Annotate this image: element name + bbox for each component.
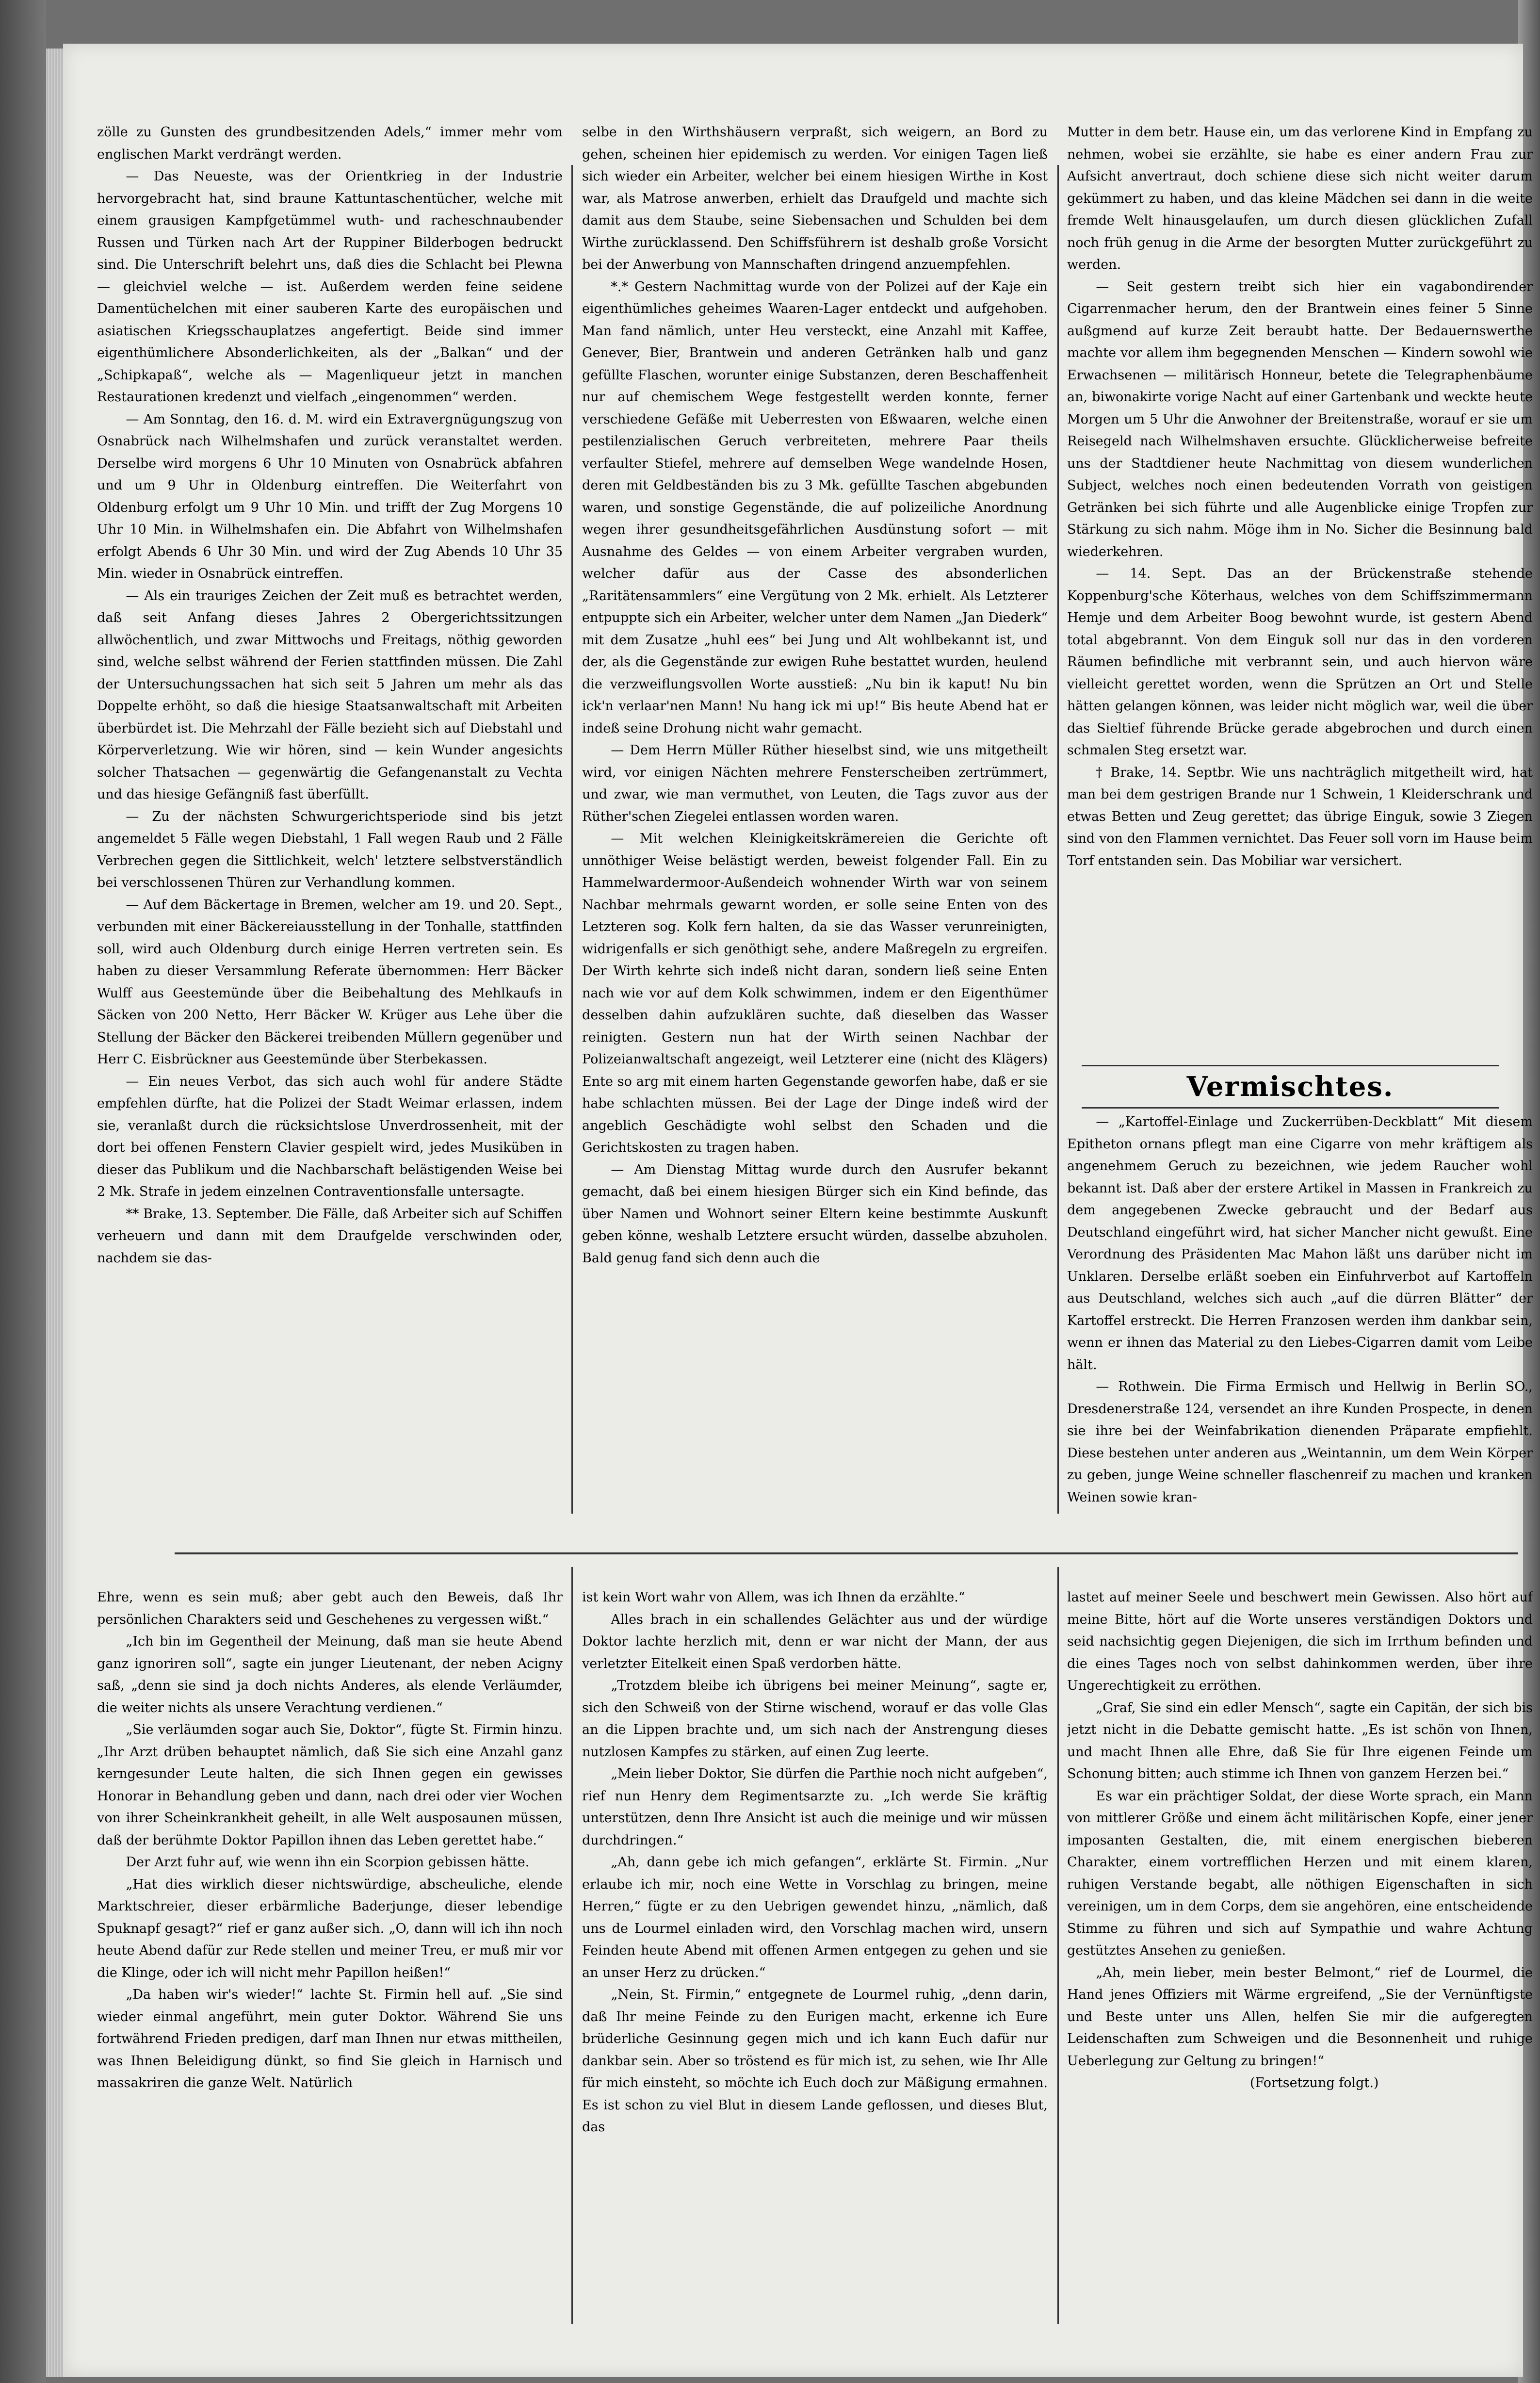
article-paragraph: — Als ein trauriges Zeichen der Zeit muß es betrachtet werden, daß seit Anfang dieses Jahres 2 Obergerichtssitzungen allwöchentlich, und zwar Mittwochs und Freitags, nöthig geworden sind, welche selbst während der Ferien stattfinden müssen. Die Zahl der Untersuchungssachen hat sich seit 5 Jahren um mehr als das Doppelte erhöht, so daß die hiesige Staatsanwaltschaft mit Arbeiten überbürdet ist. Die Mehrzahl der Fälle bezieht sich auf Diebstahl und Körperverletzung. Wie wir hören, sind — kein Wunder angesichts solcher Thatsachen — gegenwärtig die Gefangenanstalt zu Vechta und das hiesige Gefängniß fast überfüllt. xyxy=(97,588,563,802)
column-rule xyxy=(571,165,573,1514)
column-rule xyxy=(1057,1567,1059,2324)
article-paragraph: zölle zu Gunsten des grundbesitzenden Adels,“ immer mehr vom englischen Markt verdrängt werden. xyxy=(97,125,563,162)
article-paragraph: — Auf dem Bäckertage in Bremen, welcher am 19. und 20. Sept., verbunden mit einer Bäckereiausstellung in der Tonhalle, stattfinden soll, wird auch Oldenburg durch einige Herren vertreten sein. Es haben zu dieser Versammlung Referate übernommen: Herr Bäcker Wulff aus Geestemünde über die Beibehaltung des Mehlkaufs in Säcken von 200 Netto, Herr Bäcker W. Krüger aus Lehe über die Stellung der Bäcker den Bäckerei treibenden Müllern gegenüber und Herr C. Eisbrückner aus Geestemünde über Sterbekassen. xyxy=(97,897,563,1067)
article-paragraph: — Das Neueste, was der Orientkrieg in der Industrie hervorgebracht hat, sind braune Kattuntaschentücher, welche mit einem grausigen Kampfgetümmel wuth- und racheschnaubender Russen und Türken nach Art der Ruppiner Bilderbogen bedruckt sind. Die Unterschrift belehrt uns, daß dies die Schlacht bei Plewna — gleichviel welche — ist. Außerdem werden feine seidene Damentüchelchen mit einer sauberen Karte des europäischen und asiatischen Kriegsschauplatzes angefertigt. Beide sind immer eigenthümlichere Absonderlichkeiten, als der „Balkan“ und der „Schipkapaß“, welche als — Magenliqueur jetzt in manchen Restaurationen kredenzt und vielfach „eingenommen“ werden. xyxy=(97,169,563,405)
article-paragraph: *.* Gestern Nachmittag wurde von der Polizei auf der Kaje ein eigenthümliches geheimes Waaren-Lager entdeckt und aufgehoben. Man fand nämlich, unter Heu versteckt, eine Anzahl mit Kaffee, Genever, Bier, Brantwein und anderen Getränken halb und ganz gefüllte Flaschen, worunter einige Substanzen, deren Beschaffenheit nur auf chemischem Wege festgestellt werden konnte, ferner verschiedene Gefäße mit Ueberresten von Eßwaaren, welche einen pestilenzialischen Geruch verbreiteten, mehrere Paar theils verfaulter Stiefel, mehrere auf demselben Wege wandelnde Hosen, deren mit Geldbeständen bis zu 3 Mk. gefüllte Taschen abgebunden waren, und sonstige Gegenstände, die auf polizeiliche Anordnung wegen ihrer gesundheitsgefährlichen Ausdünstung sofort — mit Ausnahme des Geldes — von einem Arbeiter vergraben wurden, welcher dafür aus der Casse des absonderlichen „Raritätensammlers“ eine Vergütung von 2 Mk. erhielt. Als Letzterer entpuppte sich ein Arbeiter, welcher unter dem Namen „Jan Diederk“ mit dem Zusatze „huhl ees“ bei Jung und Alt wohlbekannt ist, und der, als die Gegenstände zur ewigen Ruhe bestattet wurden, heulend die verzweiflungsvollen Worte ausstieß: „Nu bin ik kaput! Nu bin ick'n verlaar'nen Mann! Nu hang ick mi up!“ Bis heute Abend hat er indeß seine Drohung nicht wahr gemacht. xyxy=(582,279,1048,736)
story-paragraph: „Mein lieber Doktor, Sie dürfen die Parthie noch nicht aufgeben“, rief nun Henry dem Regimentsarzte zu. „Ich werde Sie kräftig unterstützen, denn Ihre Ansicht ist auch die meinige und wir müssen durchdringen.“ xyxy=(582,1766,1048,1848)
story-paragraph: Der Arzt fuhr auf, wie wenn ihn ein Scorpion gebissen hätte. xyxy=(126,1855,530,1870)
article-paragraph: — Zu der nächsten Schwurgerichtsperiode sind bis jetzt angemeldet 5 Fälle wegen Diebstahl, 1 Fall wegen Raub und 2 Fälle Verbrechen gegen die Sittlichkeit, welch' letztere selbstverständlich bei verschlossenen Thüren zur Verhandlung kommen. xyxy=(97,809,563,890)
story-paragraph: lastet auf meiner Seele und beschwert mein Gewissen. Also hört auf meine Bitte, hört auf die Worte unseres verständigen Doktors und seid nachsichtig gegen Diejenigen, die sich im Irrthum befinden und die eines Tages noch von selbst dahinkommen werden, über ihre Ungerechtigkeit zu erröthen. xyxy=(1067,1590,1533,1693)
vermischtes-column xyxy=(1067,1111,1533,1514)
story-paragraph: Ehre, wenn es sein muß; aber gebt auch den Beweis, daß Ihr persönlichen Charakters seid und Geschehenes zu vergessen wißt.“ xyxy=(97,1590,563,1627)
story-paragraph: „Sie verläumden sogar auch Sie, Doktor“, fügte St. Firmin hinzu. „Ihr Arzt drüben behauptet nämlich, daß Sie sich eine Anzahl ganz kerngesunder Leute halten, die sich Ihnen gegen ein gewisses Honorar in Behandlung geben und dann, nach drei oder vier Wochen von ihrer Scheinkrankheit geheilt, in alle Welt ausposaunen müssen, daß der berühmte Doktor Papillon ihnen das Leben gerettet habe.“ xyxy=(97,1722,563,1848)
story-paragraph: „Da haben wir's wieder!“ lachte St. Firmin hell auf. „Sie sind wieder einmal angeführt, mein guter Doktor. Während Sie uns fortwährend Frieden predigen, darf man Ihnen nur etwas mittheilen, was Ihnen Beleidigung dünkt, so find Sie gleich in Harnisch und massakriren die ganze Welt. Natürlich xyxy=(97,1987,563,2090)
article-paragraph: selbe in den Wirthshäusern verpraßt, sich weigern, an Bord zu gehen, scheinen hier epidemisch zu werden. Vor einigen Tagen ließ sich wieder ein Arbeiter, welcher bei einem hiesigen Wirthe in Kost war, als Matrose anwerben, erhielt das Draufgeld und machte sich damit aus dem Staube, seine Siebensachen und Schulden bei dem Wirthe zurücklassend. Den Schiffsführern ist deshalb große Vorsicht bei der Anwerbung von Mannschaften dringend anzuempfehlen. xyxy=(582,125,1048,272)
feuilleton-column-3 xyxy=(1067,1586,1533,2334)
article-paragraph: — „Kartoffel-Einlage und Zuckerrüben-Deckblatt“ Mit diesem Epitheton ornans pflegt man eine Cigarre von mehr kräftigem als angenehmem Geruch zu bezeichnen, wie jedem Raucher wohl bekannt ist. Daß aber der erstere Artikel in Massen in Frankreich zu dem angegebenen Zwecke gebraucht und der Bedarf aus Deutschland eingeführt wird, hat sicher Mancher nicht gewußt. Eine Verordnung des Präsidenten Mac Mahon läßt uns darüber nicht im Unklaren. Derselbe erläßt soeben ein Einfuhrverbot auf Kartoffeln aus Deutschland, welches sich auch „auf die dürren Blätter“ der Kartoffel erstreckt. Die Herren Franzosen werden ihm dankbar sein, wenn er ihnen das Material zu den Liebes-Cigarren damit vom Leibe hält. xyxy=(1067,1114,1533,1372)
story-paragraph: „Graf, Sie sind ein edler Mensch“, sagte ein Capitän, der sich bis jetzt nicht in die Debatte gemischt hatte. „Es ist schön von Ihnen, und macht Ihnen alle Ehre, daß Sie für Ihre eigenen Feinde um Schonung bitten; auch stimme ich Ihnen von ganzem Herzen bei.“ xyxy=(1067,1700,1533,1781)
story-paragraph: „Ich bin im Gegentheil der Meinung, daß man sie heute Abend ganz ignoriren soll“, sagte ein junger Lieutenant, der neben Acigny saß, „denn sie sind ja doch nichts Anderes, als elende Verläumder, die weiter nichts als unsere Verachtung verdienen.“ xyxy=(97,1634,563,1715)
article-paragraph: — 14. Sept. Das an der Brückenstraße stehende Koppenburg'sche Köterhaus, welches von dem Schiffszimmermann Hemje und dem Arbeiter Boog bewohnt wurde, ist gestern Abend total abgebrannt. Von dem Einguk soll nur das in den vorderen Räumen befindliche mit verbrannt sein, und auch hiervon wäre vielleicht gerettet worden, wenn die Sprützen an Ort und Stelle hätten gelangen können, was leider nicht möglich war, weil die über das Sieltief führende Brücke gerade abgebrochen und durch einen schmalen Steg ersetzt war. xyxy=(1067,566,1533,758)
article-paragraph: Mutter in dem betr. Hause ein, um das verlorene Kind in Empfang zu nehmen, wobei sie erzählte, sie habe es einer andern Frau zur Aufsicht anvertraut, doch schiene diese sich nicht weiter darum gekümmert zu haben, und das kleine Mädchen sei dann in die weite fremde Welt hinausgelaufen, um durch diesen glücklichen Zufall noch früh genug in die Arme der besorgten Mutter zurückgeführt zu werden. xyxy=(1067,125,1533,272)
continuation-note: (Fortsetzung folgt.) xyxy=(1249,2075,1379,2090)
heading-rule-top xyxy=(1082,1065,1499,1066)
article-paragraph: — Dem Herrn Müller Rüther hieselbst sind, wie uns mitgetheilt wird, vor einigen Nächten mehrere Fensterscheiben zertrümmert, und zwar, wie man vermuthet, von Leuten, die Tags zuvor aus der Rüther'schen Ziegelei entlassen worden waren. xyxy=(582,743,1048,824)
story-paragraph: „Trotzdem bleibe ich übrigens bei meiner Meinung“, sagte er, sich den Schweiß von der Stirne wischend, worauf er das volle Glas an die Lippen brachte und, um sich nach der Anstrengung dieses nutzlosen Kampfes zu stärken, auf einen Zug leerte. xyxy=(582,1678,1048,1760)
feuilleton-column-1 xyxy=(97,1586,563,2334)
story-paragraph: „Ah, dann gebe ich mich gefangen“, erklärte St. Firmin. „Nur erlaube ich mir, noch eine Wette in Vorschlag zu bringen, meine Herren,“ fügte er zu den Uebrigen gewendet hinzu, „nämlich, daß uns de Lourmel einladen wird, den Vorschlag machen wird, unsern Feinden heute Abend mit offenen Armen entgegen zu gehen und sie an unser Herz zu drücken.“ xyxy=(582,1855,1048,1980)
news-column-3 xyxy=(1067,121,1533,1067)
article-paragraph: — Rothwein. Die Firma Ermisch und Hellwig in Berlin SO., Dresdenerstraße 124, versendet an ihre Kunden Prospecte, in denen sie ihre bei der Weinfabrikation dienenden Präparate empfiehlt. Diese bestehen unter anderen aus „Weintannin, um dem Wein Körper zu geben, junge Weine schneller flaschenreif zu machen und kranken Weinen sowie kran- xyxy=(1067,1379,1533,1505)
section-divider xyxy=(175,1552,1518,1554)
story-paragraph: „Nein, St. Firmin,“ entgegnete de Lourmel ruhig, „denn darin, daß Ihr meine Feinde zu den Eurigen macht, erkenne ich Eure brüderliche Gesinnung gegen mich und ich kann Euch dafür nur dankbar sein. Aber so tröstend es für mich ist, zu sehen, wie Ihr Alle für mich einsteht, so möchte ich Euch doch zur Mäßigung ermahnen. Es ist schon zu viel Blut in diesem Lande geflossen, und dieses Blut, das xyxy=(582,1987,1048,2135)
feuilleton-column-2 xyxy=(582,1586,1048,2334)
article-paragraph: — Mit welchen Kleinigkeitskrämereien die Gerichte oft unnöthiger Weise belästigt werden, beweist folgender Fall. Ein zu Hammelwardermoor-Außendeich wohnender Wirth war von seinem Nachbar mehrmals gewarnt worden, er solle seine Enten von des Letzteren sog. Kolk fern halten, da sie das Wasser verunreinigten, widrigenfalls er sich genöthigt sehe, andere Maßregeln zu ergreifen. Der Wirth kehrte sich indeß nicht daran, sondern ließ seine Enten nach wie vor auf dem Kolk schwimmen, indem er den Eigenthümer desselben dahin aufzuklären suchte, daß dieselben das Wasser reinigten. Gestern nun hat der Wirth seinen Nachbar der Polizeianwaltschaft angezeigt, weil Letzterer eine (nicht des Klägers) Ente so arg mit einem harten Gegenstande geworfen habe, daß er sie habe schlachten müssen. Bei der Lage der Dinge indeß wird der angeblich Geschädigte wohl selbst den Schaden und die Gerichtskosten zu tragen haben. xyxy=(582,831,1048,1155)
heading-rule-bottom xyxy=(1082,1107,1499,1109)
news-column-2 xyxy=(582,121,1048,1518)
column-rule xyxy=(571,1567,573,2324)
article-paragraph: — Ein neues Verbot, das sich auch wohl für andere Städte empfehlen dürfte, hat die Polizei der Stadt Weimar erlassen, indem sie, veranlaßt durch die rücksichtslose Unverdrossenheit, mit der dort bei offenen Fenstern Clavier gespielt wird, jedes Musiküben in dieser das Publikum und die Nachbarschaft belästigenden Weise bei 2 Mk. Strafe in jedem einzelnen Contraventionsfalle untersagte. xyxy=(97,1074,563,1199)
story-paragraph: ist kein Wort wahr von Allem, was ich Ihnen da erzählte.“ xyxy=(582,1590,965,1605)
story-paragraph: Alles brach in ein schallendes Gelächter aus und der würdige Doktor lachte herzlich mit, denn er war nicht der Mann, der aus verletzter Eitelkeit einen Spaß verdorben hätte. xyxy=(582,1612,1048,1671)
news-column-1 xyxy=(97,121,563,1518)
column-rule xyxy=(1057,165,1059,1514)
story-paragraph: „Hat dies wirklich dieser nichtswürdige, abscheuliche, elende Marktschreier, dieser erbärmliche Baderjunge, dieser lebendige Spuknapf gesagt?“ rief er ganz außer sich. „O, dann will ich ihn noch heute Abend dafür zur Rede stellen und meiner Treu, er muß mir vor die Klinge, oder ich will nicht mehr Papillon heißen!“ xyxy=(97,1877,563,1980)
section-heading-vermischtes: Vermischtes. xyxy=(1186,1071,1394,1103)
article-paragraph: — Seit gestern treibt sich hier ein vagabondirender Cigarrenmacher herum, den der Brantwein eines feiner 5 Sinne außgmend auf kurze Zeit beraubt hatte. Der Bedauernswerthe machte vor allem ihm begegnenden Menschen — Kindern sowohl wie Erwachsenen — militärisch Honneur, betete die Telegraphenbäume an, biwonakirte vorige Nacht auf einer Gartenbank und weckte heute Morgen um 5 Uhr die Anwohner der Breitenstraße, worauf er sie um Reisegeld nach Wilhelmshaven ersuchte. Glücklicherweise befreite uns der Stadtdiener heute Nachmittag von diesem wunderlichen Subject, welches noch einen bedeutenden Vorrath von geistigen Getränken bei sich führte und alle Augenblicke einige Tropfen zur Stärkung zu sich nahm. Möge ihm in No. Sicher die Besinnung bald wiederkehren. xyxy=(1067,279,1533,559)
article-paragraph: ** Brake, 13. September. Die Fälle, daß Arbeiter sich auf Schiffen verheuern und dann mit dem Draufgelde verschwinden oder, nachdem sie das- xyxy=(97,1206,563,1266)
story-paragraph: Es war ein prächtiger Soldat, der diese Worte sprach, ein Mann von mittlerer Größe und einem ächt militärischen Kopfe, einer jener imposanten Gestalten, die, mit einem energischen bieberen Charakter, einem vortrefflichen Herzen und mit einem klaren, ruhigen Verstande begabt, alle nöthigen Eigenschaften in sich vereinigen, um in dem Corps, dem sie angehören, eine entscheidende Stimme zu führen und sich auf Sympathie und wahre Achtung gestütztes Ansehen zu genießen. xyxy=(1067,1788,1533,1958)
article-paragraph: — Am Sonntag, den 16. d. M. wird ein Extravergnügungszug von Osnabrück nach Wilhelmshafen und zurück veranstaltet werden. Derselbe wird morgens 6 Uhr 10 Minuten von Osnabrück abfahren und um 9 Uhr in Oldenburg eintreffen. Die Weiterfahrt von Oldenburg erfolgt um 9 Uhr 10 Min. und trifft der Zug Morgens 10 Uhr 10 Min. in Wilhelmshafen ein. Die Abfahrt von Wilhelmshafen erfolgt Abends 6 Uhr 30 Min. und wird der Zug Abends 10 Uhr 35 Min. wieder in Osnabrück eintreffen. xyxy=(97,411,563,581)
scan-shadow-left xyxy=(0,0,46,2383)
story-paragraph: „Ah, mein lieber, mein bester Belmont,“ rief de Lourmel, die Hand jenes Offiziers mit Wärme ergreifend, „Sie der Vernünftigste und Beste unter uns Allen, helfen Sie mir die aufgeregten Leidenschaften zum Schweigen und die Besonnenheit und ruhige Ueberlegung zur Geltung zu bringen!“ xyxy=(1067,1965,1533,2069)
article-paragraph: † Brake, 14. Septbr. Wie uns nachträglich mitgetheilt wird, hat man bei dem gestrigen Brande nur 1 Schwein, 1 Kleiderschrank und etwas Betten und Zeug gerettet; das übrige Einguk, sowie 3 Ziegen sind von den Flammen vernichtet. Das Feuer soll vorn im Hause beim Torf entstanden sein. Das Mobiliar war versichert. xyxy=(1067,765,1533,868)
article-paragraph: — Am Dienstag Mittag wurde durch den Ausrufer bekannt gemacht, daß bei einem hiesigen Bürger sich ein Kind befinde, das über Namen und Wohnort seiner Eltern keine bestimmte Auskunft geben könne, weshalb Letztere ersucht würden, dasselbe abzuholen. Bald genug fand sich denn auch die xyxy=(582,1162,1048,1266)
